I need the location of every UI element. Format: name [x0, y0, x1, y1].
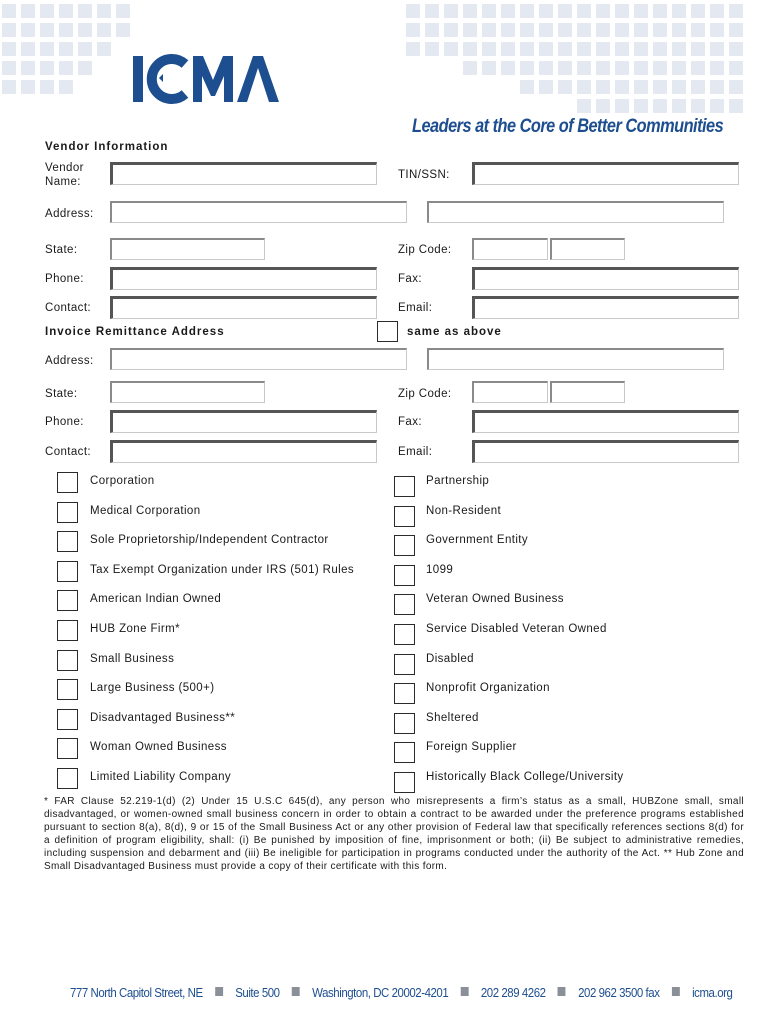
dot: [425, 42, 439, 56]
dot: [2, 42, 16, 56]
same-as-above-label: same as above: [407, 326, 502, 338]
dot: [596, 4, 610, 18]
dot: [558, 4, 572, 18]
dot: [672, 99, 686, 113]
footer-separator: [558, 987, 566, 996]
fax-label: Fax:: [398, 273, 422, 285]
dot: [539, 61, 553, 75]
classification-checkbox[interactable]: [57, 472, 78, 493]
dot: [539, 80, 553, 94]
vendor-name-field[interactable]: [110, 162, 377, 185]
dot: [463, 4, 477, 18]
dot: [653, 4, 667, 18]
dot: [482, 61, 496, 75]
header-dot-pattern-right: [330, 4, 743, 113]
tagline: Leaders at the Core of Better Communities: [412, 116, 724, 137]
header-dot-pattern-left: [2, 4, 130, 94]
dot: [615, 61, 629, 75]
dot: [59, 4, 73, 18]
classification-checkbox[interactable]: [57, 738, 78, 759]
classification-checkbox[interactable]: [57, 502, 78, 523]
dot: [672, 80, 686, 94]
remit-contact-label: Contact:: [45, 446, 92, 458]
dot: [463, 23, 477, 37]
address-field-line2[interactable]: [427, 201, 724, 223]
dot: [97, 4, 111, 18]
dot: [501, 4, 515, 18]
dot: [444, 23, 458, 37]
classification-label: Large Business (500+): [90, 682, 215, 695]
dot: [577, 42, 591, 56]
classification-label: Woman Owned Business: [90, 741, 227, 754]
dot: [596, 99, 610, 113]
classification-checkbox[interactable]: [57, 531, 78, 552]
dot: [596, 23, 610, 37]
dot: [21, 42, 35, 56]
dot: [501, 61, 515, 75]
address-label: Address:: [45, 208, 94, 220]
icma-logo: [133, 50, 283, 106]
dot: [615, 23, 629, 37]
footer-contact-bar: [70, 985, 732, 1000]
footer-separator: [215, 987, 223, 996]
classification-label: Service Disabled Veteran Owned: [426, 623, 607, 635]
same-as-above-checkbox[interactable]: [377, 321, 398, 342]
dot: [425, 23, 439, 37]
dot: [729, 42, 743, 56]
dot: [615, 99, 629, 113]
dot: [710, 4, 724, 18]
classification-checkbox[interactable]: [394, 535, 415, 556]
dot: [596, 42, 610, 56]
dot: [691, 80, 705, 94]
remit-address-field-line1[interactable]: [110, 348, 407, 370]
dot: [729, 4, 743, 18]
dot: [691, 61, 705, 75]
dot: [577, 80, 591, 94]
dot: [539, 4, 553, 18]
classification-label: Partnership: [426, 475, 490, 487]
classification-label: Tax Exempt Organization under IRS (501) Rules: [90, 563, 355, 576]
dot: [425, 4, 439, 18]
footer-fax: 202 962 3500 fax: [578, 985, 660, 1000]
email-label: Email:: [398, 302, 433, 314]
dot: [653, 23, 667, 37]
classification-label: HUB Zone Firm*: [90, 623, 180, 635]
classification-label: Historically Black College/University: [426, 771, 624, 783]
dot: [406, 4, 420, 18]
remit-zip-ext-field[interactable]: [550, 381, 625, 403]
dot: [463, 61, 477, 75]
dot: [710, 42, 724, 56]
phone-label: Phone:: [45, 273, 84, 285]
remit-email-label: Email:: [398, 446, 433, 458]
classification-label: Foreign Supplier: [426, 741, 517, 754]
remit-state-field[interactable]: [110, 381, 265, 403]
classification-checkbox[interactable]: [394, 772, 415, 793]
dot: [634, 23, 648, 37]
dot: [729, 99, 743, 113]
dot: [710, 80, 724, 94]
tin-label: TIN/SSN:: [398, 169, 450, 181]
dot: [653, 42, 667, 56]
classification-label: Non-Resident: [426, 504, 502, 517]
vendor-info-title: Vendor Information: [45, 141, 169, 153]
contact-field[interactable]: [110, 296, 377, 319]
dot: [729, 61, 743, 75]
zip-label: Zip Code:: [398, 244, 452, 256]
dot: [59, 80, 73, 94]
far-clause-footnote: * FAR Clause 52.219-1(d) (2) Under 15 U.S.C 645(d), any person who misrepresents a firm’s status as a small, HUBZone small, small disadvantaged, or women-owned small business concern in order to obtain a contract to be awarded under the preference programs established pursuant to section 8(a), 8(d), 9 or 15 of the Small Business Act or any other provision of Federal law that specifically references sections 8(d) for a definition of program eligibility, shall: (i) Be punished by imposition of fine, imprisonment or both; (ii) Be subject to administrative remedies, including suspension and debarment and (iii) Be ineligible for participation in programs conducted under the authority of the Act. ** Hub Zone and Small Disadvantaged Business must provide a copy of their certificate with this form.: [44, 796, 744, 872]
dot: [596, 80, 610, 94]
remit-phone-label: Phone:: [45, 416, 84, 428]
dot: [520, 23, 534, 37]
classification-checkbox[interactable]: [57, 561, 78, 582]
dot: [653, 80, 667, 94]
classification-checkbox[interactable]: [57, 679, 78, 700]
dot: [520, 42, 534, 56]
dot: [691, 4, 705, 18]
dot: [672, 42, 686, 56]
dot: [577, 61, 591, 75]
footer-separator: [292, 987, 300, 996]
classification-checkbox[interactable]: [394, 565, 415, 586]
dot: [653, 61, 667, 75]
dot: [78, 61, 92, 75]
dot: [558, 80, 572, 94]
dot: [558, 42, 572, 56]
dot: [729, 23, 743, 37]
dot: [691, 23, 705, 37]
tin-field[interactable]: [472, 162, 739, 185]
dot: [116, 4, 130, 18]
dot: [634, 4, 648, 18]
dot: [482, 42, 496, 56]
dot: [2, 4, 16, 18]
classification-label: Disabled: [426, 652, 474, 665]
dot: [78, 23, 92, 37]
classification-label: Disadvantaged Business**: [90, 711, 236, 724]
dot: [40, 80, 54, 94]
dot: [59, 42, 73, 56]
dot: [2, 80, 16, 94]
dot: [520, 4, 534, 18]
dot: [634, 42, 648, 56]
classification-checkbox[interactable]: [394, 476, 415, 497]
classification-label: Medical Corporation: [90, 504, 201, 517]
footer-separator: [672, 987, 680, 996]
dot: [729, 80, 743, 94]
dot: [615, 42, 629, 56]
dot: [539, 42, 553, 56]
classification-label: Government Entity: [426, 534, 529, 547]
zip-ext-field[interactable]: [550, 238, 625, 260]
dot: [463, 42, 477, 56]
dot: [21, 80, 35, 94]
dot: [406, 42, 420, 56]
dot: [615, 80, 629, 94]
remit-zip-label: Zip Code:: [398, 388, 452, 400]
dot: [577, 23, 591, 37]
vendor-name-label-line1: Vendor: [45, 162, 84, 174]
dot: [577, 4, 591, 18]
classification-label: Nonprofit Organization: [426, 682, 550, 695]
footer-address: 777 North Capitol Street, NE: [70, 985, 203, 1000]
classification-checkbox[interactable]: [394, 713, 415, 734]
dot: [40, 23, 54, 37]
dot: [116, 23, 130, 37]
dot: [672, 61, 686, 75]
remit-address-label: Address:: [45, 355, 94, 367]
classification-checkbox[interactable]: [57, 650, 78, 671]
dot: [21, 61, 35, 75]
classification-label: Limited Liability Company: [90, 771, 232, 783]
dot: [2, 61, 16, 75]
dot: [482, 23, 496, 37]
dot: [634, 61, 648, 75]
email-field[interactable]: [472, 296, 739, 319]
classification-label: Veteran Owned Business: [426, 593, 564, 606]
dot: [78, 42, 92, 56]
remit-zip-field[interactable]: [472, 381, 548, 403]
dot: [615, 4, 629, 18]
classification-checkbox[interactable]: [57, 768, 78, 789]
dot: [634, 80, 648, 94]
remit-contact-field[interactable]: [110, 440, 377, 463]
dot: [558, 23, 572, 37]
fax-field[interactable]: [472, 267, 739, 290]
dot: [520, 80, 534, 94]
address-field-line1[interactable]: [110, 201, 407, 223]
dot: [710, 23, 724, 37]
classification-label: 1099: [426, 563, 454, 576]
remittance-title: Invoice Remittance Address: [45, 326, 225, 338]
state-label: State:: [45, 244, 78, 256]
footer-city: Washington, DC 20002-4201: [312, 985, 449, 1000]
dot: [21, 23, 35, 37]
remit-phone-field[interactable]: [110, 410, 377, 433]
dot: [672, 4, 686, 18]
state-field[interactable]: [110, 238, 265, 260]
vendor-name-label-line2: Name:: [45, 176, 81, 188]
classification-checkbox[interactable]: [394, 742, 415, 763]
footer-web: icma.org: [692, 985, 733, 1000]
dot: [653, 99, 667, 113]
contact-label: Contact:: [45, 302, 92, 314]
classification-checkbox[interactable]: [57, 590, 78, 611]
remit-email-field[interactable]: [472, 440, 739, 463]
dot: [482, 4, 496, 18]
dot: [40, 42, 54, 56]
dot: [78, 4, 92, 18]
remit-fax-label: Fax:: [398, 416, 422, 428]
classification-label: American Indian Owned: [90, 593, 222, 606]
dot: [59, 61, 73, 75]
dot: [691, 42, 705, 56]
dot: [577, 99, 591, 113]
footer-separator: [461, 987, 469, 996]
dot: [444, 42, 458, 56]
dot: [59, 23, 73, 37]
dot: [672, 23, 686, 37]
dot: [710, 61, 724, 75]
dot: [501, 23, 515, 37]
dot: [634, 99, 648, 113]
dot: [97, 23, 111, 37]
remit-fax-field[interactable]: [472, 410, 739, 433]
dot: [710, 99, 724, 113]
classification-checkbox[interactable]: [57, 709, 78, 730]
classification-checkbox[interactable]: [57, 620, 78, 641]
dot: [520, 61, 534, 75]
dot: [97, 42, 111, 56]
classification-checkbox[interactable]: [394, 624, 415, 645]
classification-label: Small Business: [90, 652, 175, 665]
classification-label: Sheltered: [426, 711, 479, 724]
classification-checkbox[interactable]: [394, 683, 415, 704]
classification-checkbox[interactable]: [394, 594, 415, 615]
remit-state-label: State:: [45, 388, 78, 400]
phone-field[interactable]: [110, 267, 377, 290]
dot: [2, 23, 16, 37]
classification-label: Sole Proprietorship/Independent Contractor: [90, 534, 329, 547]
dot: [21, 4, 35, 18]
classification-checkbox[interactable]: [394, 654, 415, 675]
dot: [40, 4, 54, 18]
remit-address-field-line2[interactable]: [427, 348, 724, 370]
classification-checkbox[interactable]: [394, 506, 415, 527]
dot: [406, 23, 420, 37]
footer-phone: 202 289 4262: [480, 985, 546, 1000]
dot: [501, 42, 515, 56]
dot: [444, 4, 458, 18]
zip-field[interactable]: [472, 238, 548, 260]
dot: [596, 61, 610, 75]
dot: [558, 61, 572, 75]
dot: [539, 23, 553, 37]
footer-suite: Suite 500: [235, 985, 280, 1000]
classification-label: Corporation: [90, 475, 155, 487]
dot: [691, 99, 705, 113]
dot: [40, 61, 54, 75]
